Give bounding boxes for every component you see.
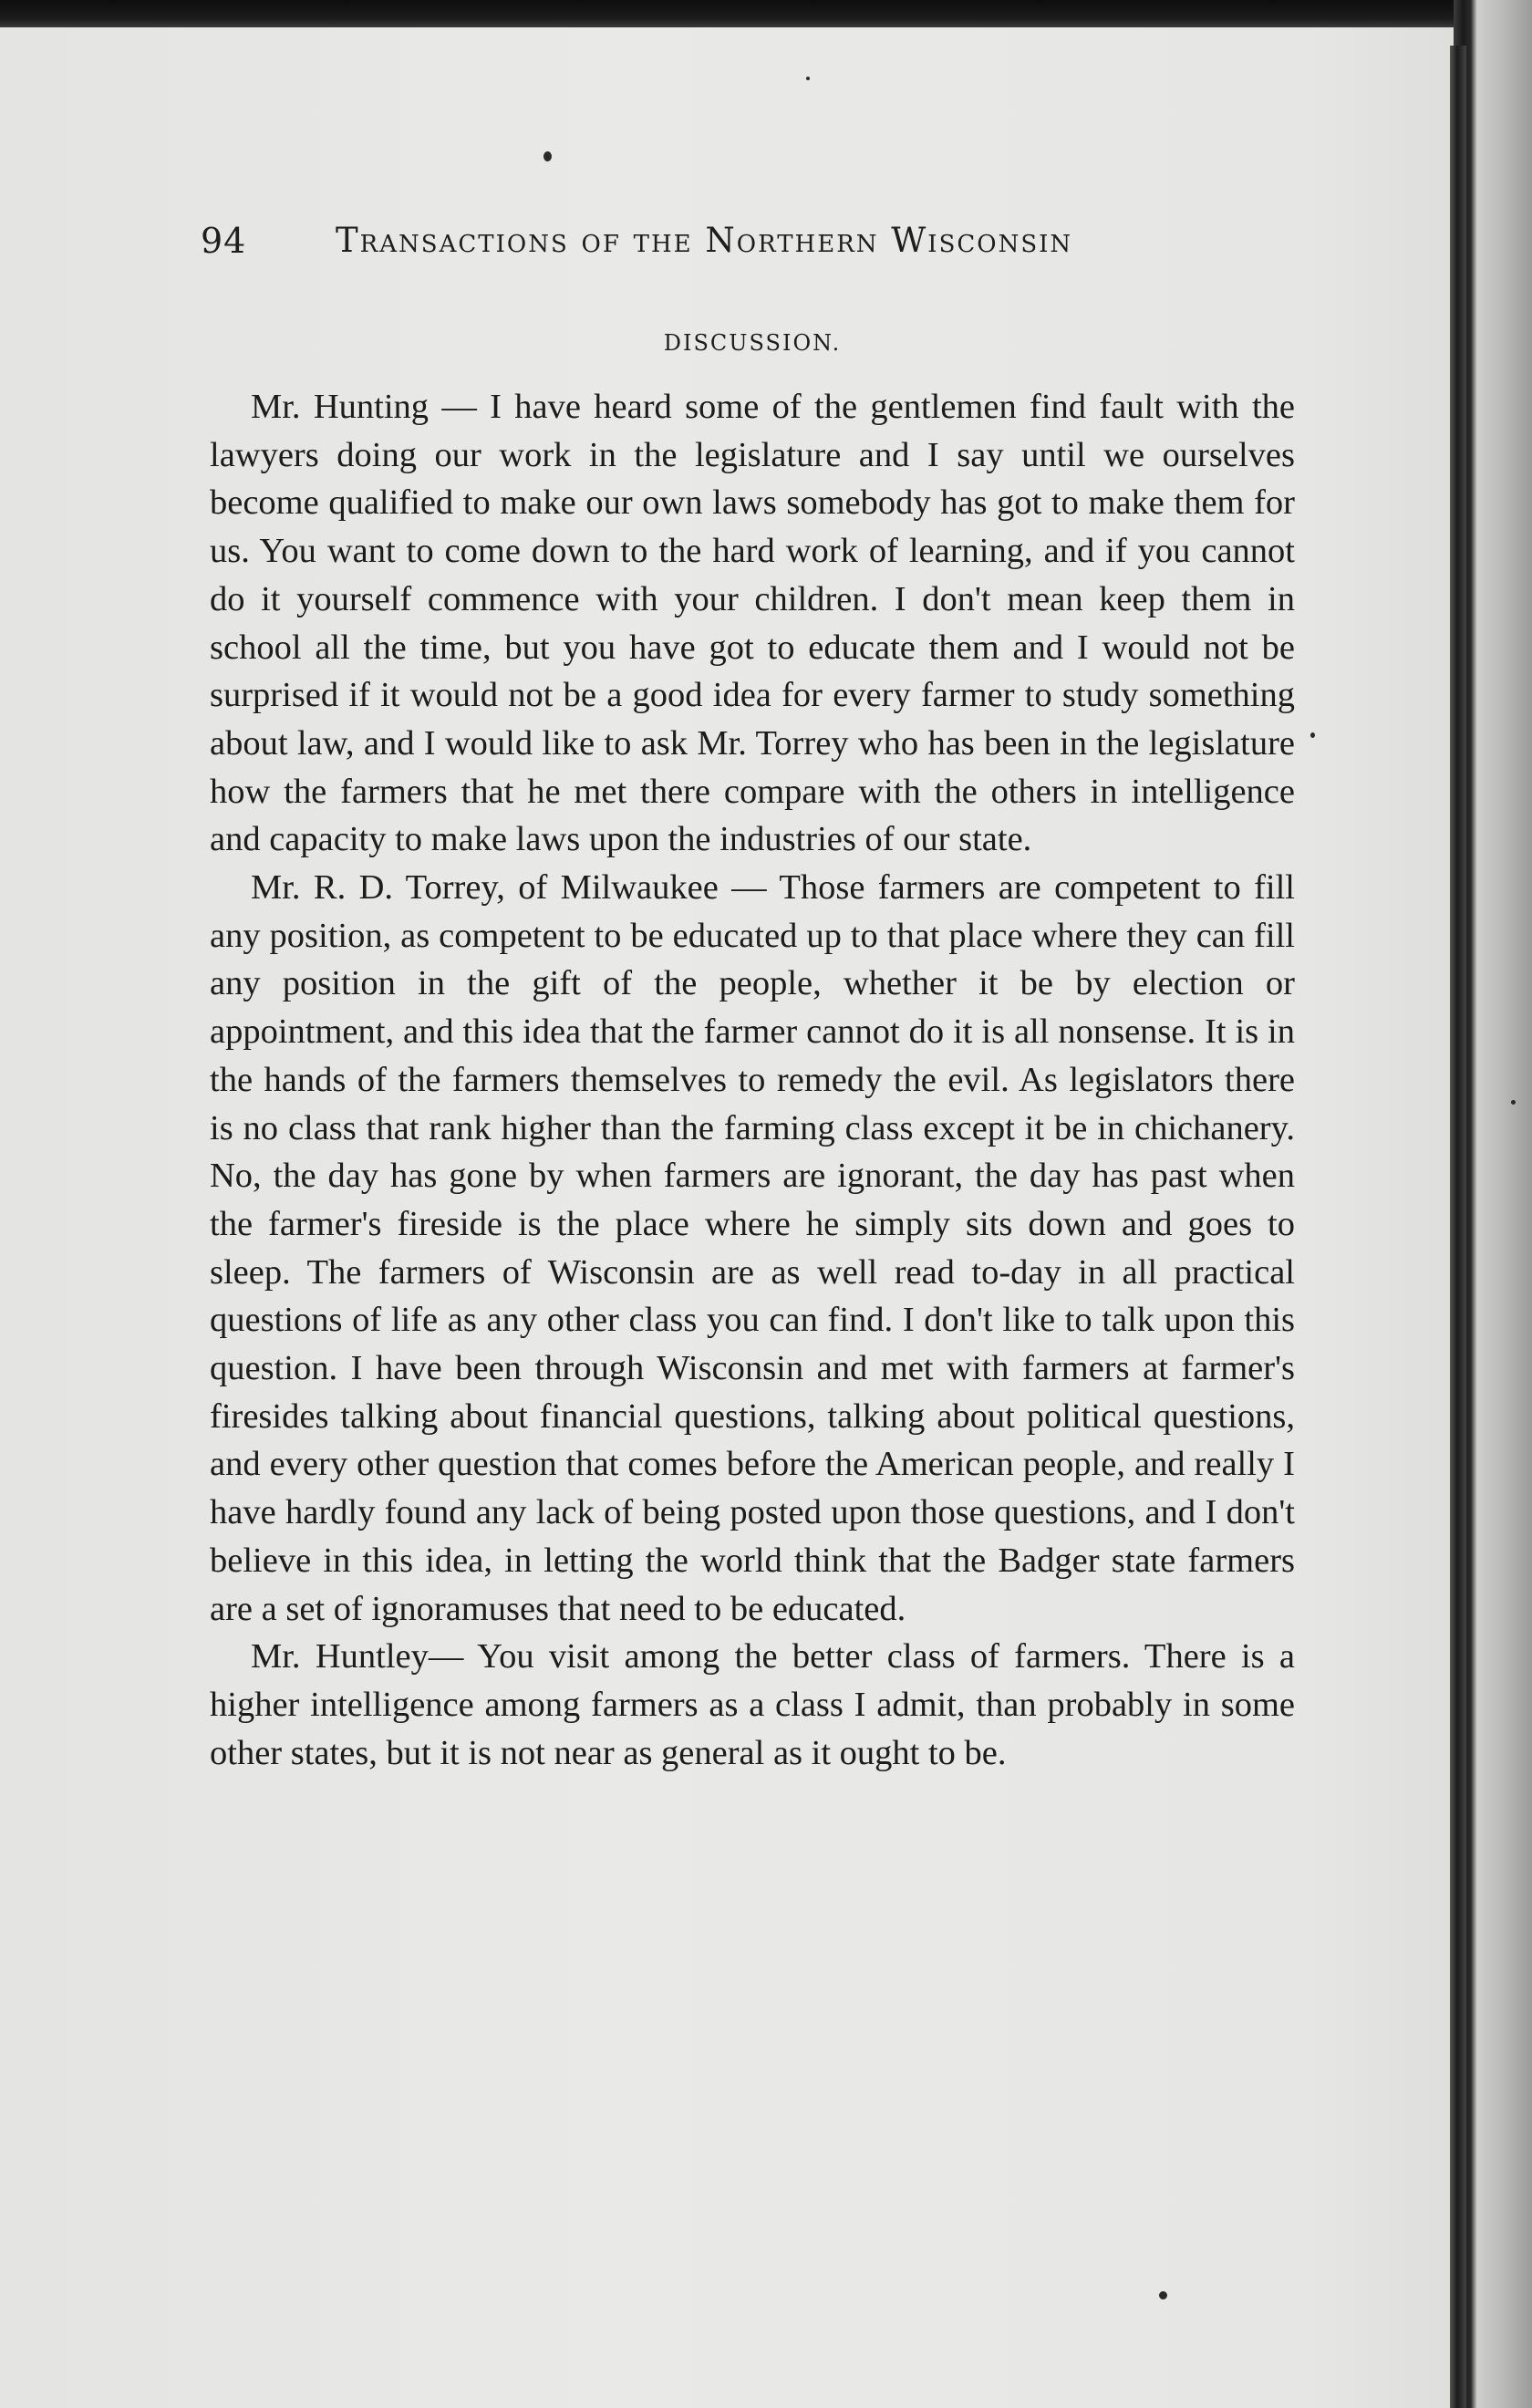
page-top-shadow xyxy=(0,0,1532,27)
ink-speck xyxy=(1310,732,1315,738)
paragraph-torrey: Mr. R. D. Torrey, of Milwaukee — Those farmers are competent to fill any position, as competent to be educated up to that place where they can fill any position in the gift of the people, whether it be by election or appointment, and this idea that the farmer cannot do it is all nonsense. It is in the hands of the farmers themselves to remedy the evil. As legislators there is no class that rank higher than the farming class except it be in chichanery. No, the day has gone by when farmers are ignorant, the day has past when the farmer's fireside is the place where he simply sits down and goes to sleep. The farmers of Wisconsin are as well read to-day in all practical questions of life as any other class you can find. I don't like to talk upon this question. I have been through Wisconsin and met with farmers at farmer's firesides talking about financial questions, talking about political questions, and every other question that comes before the American people, and really I have hardly found any lack of being posted upon those questions, and I don't believe in this idea, in letting the world think that the Badger state farmers are a set of ignoramuses that need to be educated. xyxy=(210,868,1295,1628)
paragraph-hunting: Mr. Hunting — I have heard some of the gentlemen find fault with the lawyers doing our work in the legislature and I say until we ourselves become qualified to make our own laws somebody has got to make them for us. You want to come down to the hard work of learning, and if you cannot do it yourself commence with your children. I don't mean keep them in school all the time, but you have got to educate them and I would not be surprised if it would not be a good idea for every farmer to study something about law, and I would like to ask Mr. Torrey who has been in the legislature how the farmers that he met there compare with the others in intelligence and capacity to make laws upon the industries of our state. xyxy=(210,388,1295,859)
section-heading: DISCUSSION. xyxy=(663,330,842,356)
page-number: 94 xyxy=(201,221,247,261)
ink-speck xyxy=(806,77,810,80)
body-text xyxy=(210,383,1295,1777)
ink-speck xyxy=(1511,1100,1516,1105)
paragraph-huntley: Mr. Huntley— You visit among the better class of farmers. There is a higher intelligence among farmers as a class I admit, than probably in some other states, but it is not near as general as it ought to be. xyxy=(210,1637,1295,1772)
ink-speck xyxy=(543,151,552,161)
running-title: Transactions of the Northern Wisconsin xyxy=(336,221,1073,260)
book-spine-line xyxy=(1450,46,1466,2408)
running-header xyxy=(201,221,1204,275)
ink-speck xyxy=(1159,2291,1167,2299)
